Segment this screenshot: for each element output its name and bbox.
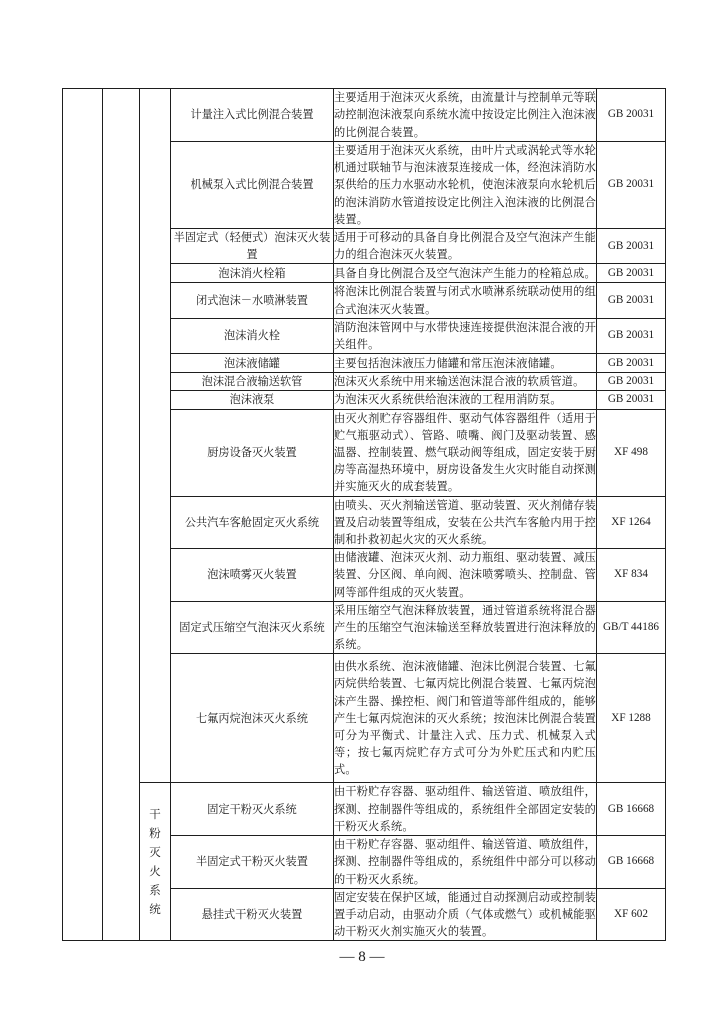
product-name-cell: 计量注入式比例混合装置: [171, 89, 334, 142]
category-label: 干粉灭火系统: [149, 806, 161, 916]
standard-code-cell: GB 20031: [597, 283, 666, 318]
product-standards-table: [62, 88, 666, 941]
product-name-cell: 半固定式干粉灭火装置: [171, 836, 334, 889]
description-cell: 由储液罐、泡沫灭火剂、动力瓶组、驱动装置、减压装置、分区阀、单向阀、泡沫喷雾喷头、控制盘、管网等部件组成的灭火装置。: [334, 549, 597, 602]
standard-code-cell: GB 20031: [597, 373, 666, 391]
description-cell: 消防泡沫管网中与水带快速连接提供泡沫混合液的开关组件。: [334, 318, 597, 353]
standard-code-cell: GB 16668: [597, 836, 666, 889]
description-cell: 主要适用于泡沫灭火系统，由流量计与控制单元等联动控制泡沫液泵向系统水流中按设定比例注入泡沫液的比例混合装置。: [334, 89, 597, 142]
product-name-cell: 机械泵入式比例混合装置: [171, 142, 334, 229]
product-name-cell: 泡沫消火栓箱: [171, 264, 334, 283]
product-name-cell: 固定式压缩空气泡沫灭火系统: [171, 601, 334, 654]
description-cell: 由干粉贮存容器、驱动组件、输送管道、喷放组件，探测、控制器件等组成的，系统组件中部分可以移动的干粉灭火系统。: [334, 836, 597, 889]
product-name-cell: 泡沫液泵: [171, 391, 334, 409]
standard-code-cell: GB 20031: [597, 264, 666, 283]
standard-code-cell: XF 498: [597, 409, 666, 496]
product-name-cell: 公共汽车客舱固定灭火系统: [171, 496, 334, 549]
product-name-cell: 泡沫消火栓: [171, 318, 334, 353]
product-name-cell: 泡沫混合液输送软管: [171, 373, 334, 391]
description-cell: 固定安装在保护区域，能通过自动探测启动或控制装置手动启动，由驱动介质（气体或燃气）或机械能驱动干粉灭火剂实施灭火的装置。: [334, 888, 597, 941]
standard-code-cell: XF 1264: [597, 496, 666, 549]
product-name-cell: 厨房设备灭火装置: [171, 409, 334, 496]
standard-code-cell: GB 20031: [597, 142, 666, 229]
description-cell: 由供水系统、泡沫液储罐、泡沫比例混合装置、七氟丙烷供给装置、七氟丙烷比例混合装置、七氟丙烷泡沫产生器、操控柜、阀门和管道等部件组成的，能够产生七氟丙烷泡沫的灭火系统；按泡沫比例混合装置可分为平衡式、计量注入式、压力式、机械泵入式等；按七氟丙烷贮存方式可分为外贮压式和内贮压式。: [334, 654, 597, 783]
description-cell: 适用于可移动的具备自身比例混合及空气泡沫产生能力的组合泡沫灭火装置。: [334, 229, 597, 264]
standard-code-cell: GB 20031: [597, 89, 666, 142]
description-cell: 将泡沫比例混合装置与闭式水喷淋系统联动使用的组合式泡沫灭火装置。: [334, 283, 597, 318]
page-number: — 8 —: [339, 949, 385, 965]
standard-code-cell: GB 20031: [597, 354, 666, 373]
standard-code-cell: XF 834: [597, 549, 666, 602]
table-body: [63, 89, 666, 941]
standard-code-cell: XF 1288: [597, 654, 666, 783]
category-cell: [140, 783, 171, 941]
standard-code-cell: GB 20031: [597, 229, 666, 264]
description-cell: 泡沫灭火系统中用来输送泡沫混合液的软质管道。: [334, 373, 597, 391]
description-cell: 由喷头、灭火剂输送管道、驱动装置、灭火剂储存装置及启动装置等组成，安装在公共汽车客舱内用于控制和扑救初起火灾的灭火系统。: [334, 496, 597, 549]
product-name-cell: 泡沫液储罐: [171, 354, 334, 373]
description-cell: 主要适用于泡沫灭火系统，由叶片式或涡轮式等水轮机通过联轴节与泡沫液泵连接成一体，经泡沫消防水泵供给的压力水驱动水轮机，使泡沫液泵向水轮机后的泡沫消防水管道按设定比例注入泡沫液的比例混合装置。: [334, 142, 597, 229]
product-name-cell: 半固定式（轻便式）泡沫灭火装置: [171, 229, 334, 264]
description-cell: 采用压缩空气泡沫释放装置，通过管道系统将混合器产生的压缩空气泡沫输送至释放装置进行泡沫释放的系统。: [334, 601, 597, 654]
standard-code-cell: GB 16668: [597, 783, 666, 836]
table-row: [63, 89, 666, 142]
table-row: [63, 783, 666, 836]
standard-code-cell: GB 20031: [597, 318, 666, 353]
product-name-cell: 泡沫喷雾灭火装置: [171, 549, 334, 602]
class-column-cell: [103, 89, 140, 941]
description-cell: 主要包括泡沫液压力储罐和常压泡沫液储罐。: [334, 354, 597, 373]
standard-code-cell: GB 20031: [597, 391, 666, 409]
description-cell: 为泡沫灭火系统供给泡沫液的工程用消防泵。: [334, 391, 597, 409]
description-cell: 具备自身比例混合及空气泡沫产生能力的栓箱总成。: [334, 264, 597, 283]
standard-code-cell: GB/T 44186: [597, 601, 666, 654]
product-name-cell: 七氟丙烷泡沫灭火系统: [171, 654, 334, 783]
category-cell: [140, 89, 171, 783]
standard-code-cell: XF 602: [597, 888, 666, 941]
index-column-cell: [63, 89, 103, 941]
product-name-cell: 悬挂式干粉灭火装置: [171, 888, 334, 941]
product-name-cell: 闭式泡沫－水喷淋装置: [171, 283, 334, 318]
product-name-cell: 固定干粉灭火系统: [171, 783, 334, 836]
description-cell: 由灭火剂贮存容器组件、驱动气体容器组件（适用于贮气瓶驱动式）、管路、喷嘴、阀门及驱动装置、感温器、控制装置、燃气联动阀等组成，固定安装于厨房等高湿热环境中，厨房设备发生火灾时能自动探测并实施灭火的成套装置。: [334, 409, 597, 496]
description-cell: 由干粉贮存容器、驱动组件、输送管道、喷放组件，探测、控制器件等组成的，系统组件全部固定安装的干粉灭火系统。: [334, 783, 597, 836]
